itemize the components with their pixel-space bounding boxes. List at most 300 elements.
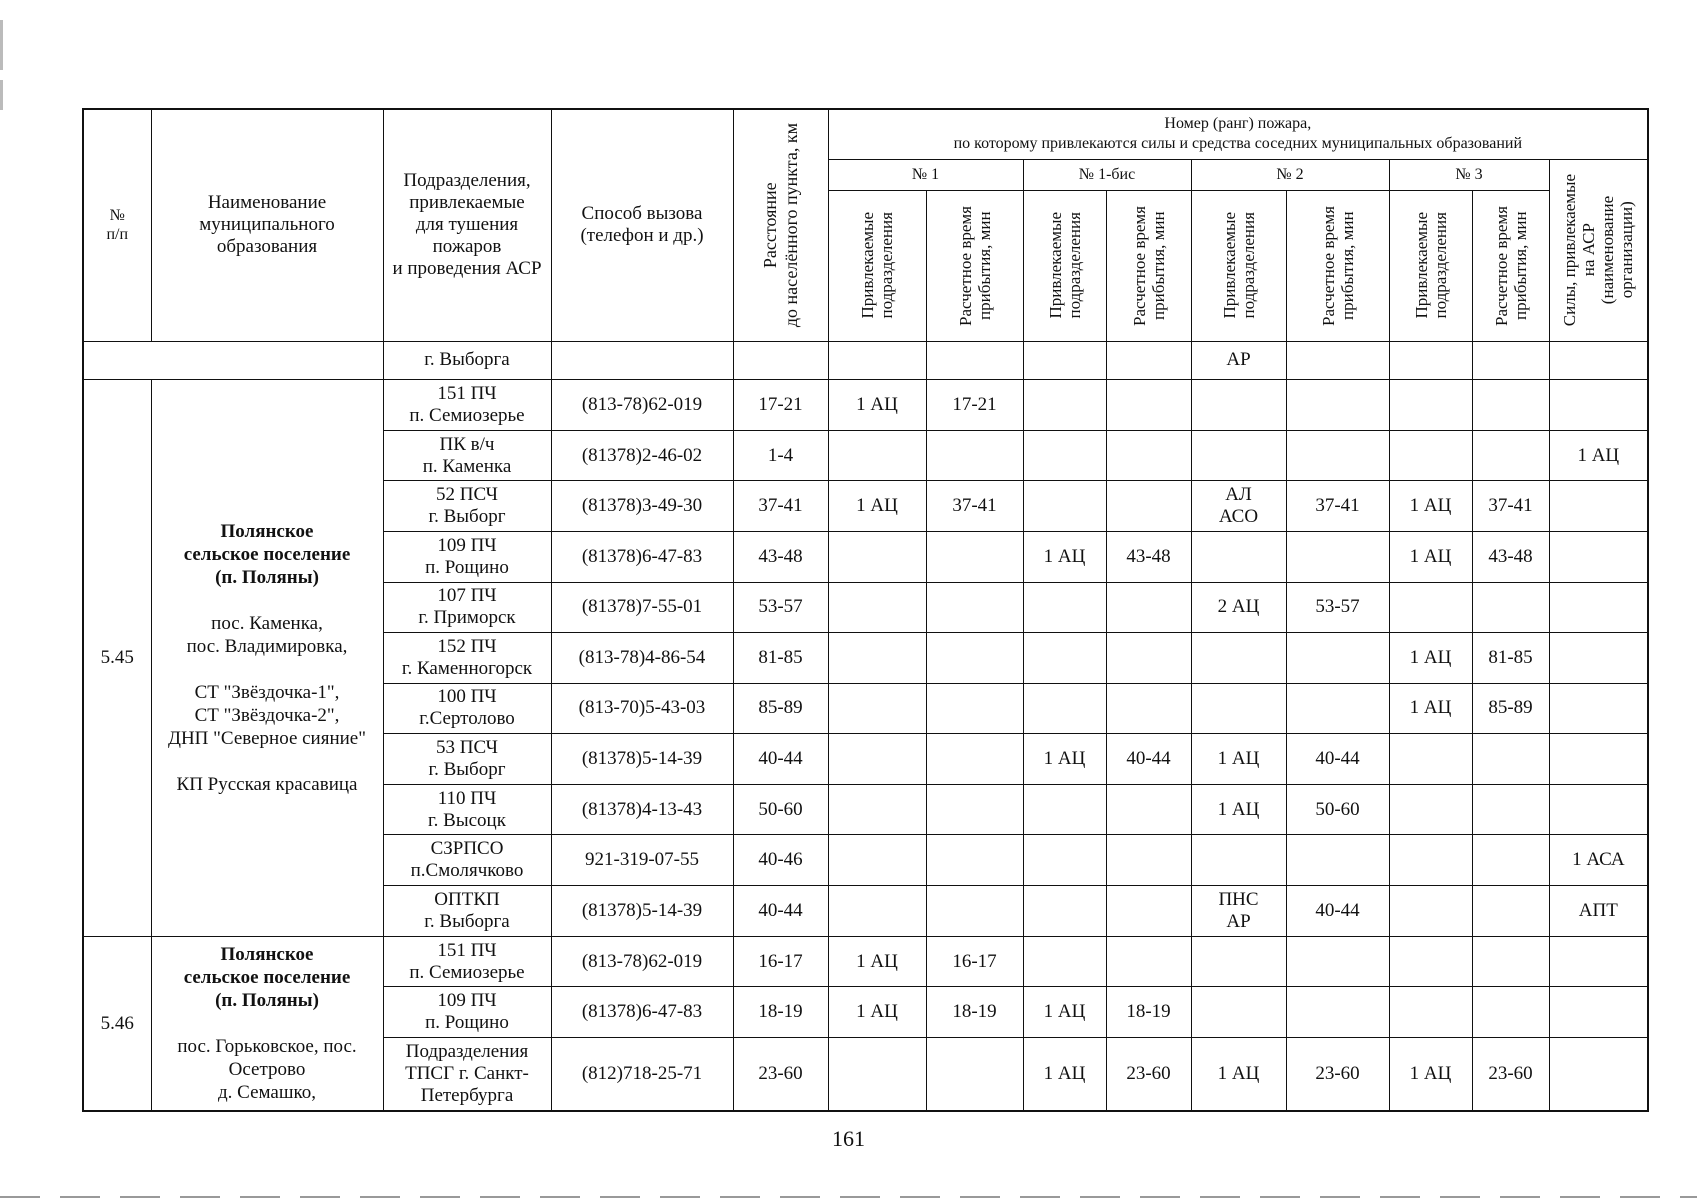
- rank1-units-cell: [828, 835, 926, 886]
- rank3-time-cell-text: 37-41: [1488, 495, 1533, 517]
- rank2-units-cell-text: ПНС АР: [1218, 888, 1259, 932]
- distance-cell-text: 81-85: [758, 646, 803, 668]
- rank2-time-cell-text: 40-44: [1315, 899, 1360, 921]
- rank1bis-time-cell: [1106, 341, 1191, 380]
- rank1-units-cell: [828, 734, 926, 785]
- call-cell-text: (81378)6-47-83: [581, 1001, 703, 1023]
- rank2-time-cell: [1286, 886, 1389, 937]
- table-body: [83, 341, 1648, 1111]
- distance-cell-text: 40-46: [758, 849, 803, 871]
- distance-cell: [733, 380, 828, 431]
- rank2-units-cell-text: 1 АЦ: [1217, 1063, 1260, 1085]
- header-rank-2-units: Привлекаемые подразделения: [1191, 190, 1286, 341]
- asr-forces-cell: [1549, 531, 1648, 582]
- rank1-units-cell: [828, 531, 926, 582]
- rank1bis-time-cell: [1106, 380, 1191, 431]
- header-rank-2-time: Расчетное время прибытия, мин: [1286, 190, 1389, 341]
- asr-forces-cell: [1549, 633, 1648, 684]
- rank2-units-cell-text: АР: [1226, 349, 1251, 371]
- unit-cell: [383, 430, 551, 481]
- rank1-time-cell: [926, 835, 1023, 886]
- rank1-time-cell-text: 17-21: [952, 394, 997, 416]
- distance-cell: [733, 481, 828, 532]
- rank3-units-cell: [1389, 835, 1472, 886]
- rank2-time-cell: [1286, 784, 1389, 835]
- rank1bis-time-cell: [1106, 582, 1191, 633]
- rank3-time-cell: [1472, 481, 1549, 532]
- asr-forces-cell: [1549, 835, 1648, 886]
- unit-cell-text: ПК в/ч п. Каменка: [422, 433, 512, 477]
- rank2-time-cell: [1286, 341, 1389, 380]
- rank1bis-units-cell: [1023, 633, 1106, 684]
- rank2-units-cell: [1191, 936, 1286, 987]
- scan-edge-mark-top: [0, 20, 3, 70]
- asr-forces-cell: [1549, 481, 1648, 532]
- rank2-units-cell: [1191, 582, 1286, 633]
- rank1bis-time-cell: [1106, 481, 1191, 532]
- rank1-time-cell: [926, 481, 1023, 532]
- rank1bis-time-cell: [1106, 633, 1191, 684]
- call-cell-text: (81378)5-14-39: [581, 899, 703, 921]
- rank3-time-cell: [1472, 1038, 1549, 1111]
- rank1bis-units-cell: [1023, 1038, 1106, 1111]
- distance-cell-text: 53-57: [758, 596, 803, 618]
- call-cell-text: (812)718-25-71: [581, 1063, 703, 1085]
- rank1-time-cell: [926, 784, 1023, 835]
- municipality-title: Полянское сельское поселение (п. Поляны): [183, 520, 351, 588]
- rank2-units-cell: [1191, 481, 1286, 532]
- rank2-units-cell-text: АЛ АСО: [1218, 484, 1259, 528]
- unit-cell-text: СЗРПСО п.Смолячково: [410, 838, 524, 882]
- distance-cell-text: 40-44: [758, 899, 803, 921]
- rank1-units-cell-text: 1 АЦ: [856, 495, 898, 517]
- rank1-units-cell: [828, 380, 926, 431]
- call-cell: [551, 481, 733, 532]
- rank1bis-time-cell: [1106, 1038, 1191, 1111]
- unit-cell: [383, 380, 551, 431]
- rank2-units-cell: [1191, 886, 1286, 937]
- rank2-time-cell: [1286, 987, 1389, 1038]
- rank1-units-cell-text: 1 АЦ: [856, 394, 898, 416]
- header-call-method: Способ вызова (телефон и др.): [551, 109, 733, 341]
- rank1-time-cell: [926, 987, 1023, 1038]
- unit-cell-text: 110 ПЧ г. Высоцк: [428, 787, 506, 831]
- asr-forces-cell: [1549, 341, 1648, 380]
- rank1bis-time-cell: [1106, 531, 1191, 582]
- rank2-time-cell: [1286, 481, 1389, 532]
- rank3-units-cell: [1389, 683, 1472, 734]
- unit-cell-text: 107 ПЧ г. Приморск: [418, 585, 516, 629]
- rank3-time-cell: [1472, 582, 1549, 633]
- call-cell: [551, 380, 733, 431]
- rank2-units-cell-text: 2 АЦ: [1217, 596, 1260, 618]
- rank2-units-cell: [1191, 784, 1286, 835]
- asr-forces-cell: [1549, 886, 1648, 937]
- rank1-units-cell: [828, 936, 926, 987]
- rank2-time-cell-text: 50-60: [1315, 798, 1360, 820]
- rank1-time-cell: [926, 582, 1023, 633]
- unit-cell-text: 109 ПЧ п. Рощино: [425, 534, 509, 578]
- rank3-units-cell-text: 1 АЦ: [1409, 697, 1452, 719]
- rank2-units-cell: [1191, 683, 1286, 734]
- row-number: 5.46: [83, 936, 151, 1111]
- scan-edge-mark-mid: [0, 80, 3, 110]
- rank2-time-cell: [1286, 1038, 1389, 1111]
- call-cell: [551, 987, 733, 1038]
- rank2-time-cell: [1286, 734, 1389, 785]
- rank3-units-cell: [1389, 633, 1472, 684]
- rank2-time-cell: [1286, 430, 1389, 481]
- rank1bis-units-cell: [1023, 683, 1106, 734]
- header-fire-rank-title: Номер (ранг) пожара, по которому привлекаются силы и средства соседних муниципальных образований: [828, 109, 1648, 159]
- rank1-time-cell: [926, 936, 1023, 987]
- call-cell: [551, 835, 733, 886]
- rank1bis-units-cell-text: 1 АЦ: [1043, 748, 1086, 770]
- distance-cell-text: 37-41: [758, 495, 803, 517]
- rank1-units-cell: [828, 481, 926, 532]
- rank1-units-cell: [828, 1038, 926, 1111]
- asr-forces-cell: [1549, 582, 1648, 633]
- distance-cell: [733, 936, 828, 987]
- unit-cell-text: Подразделения ТПСГ г. Санкт- Петербурга: [405, 1041, 529, 1107]
- distance-cell-text: 17-21: [758, 394, 803, 416]
- header-distance: Расстояние до населённого пункта, км: [733, 109, 828, 341]
- distance-cell: [733, 734, 828, 785]
- rank3-units-cell-text: 1 АЦ: [1409, 1063, 1452, 1085]
- municipality-cell: [151, 380, 383, 936]
- rank3-time-cell-text: 23-60: [1488, 1063, 1533, 1085]
- rank1-time-cell-text: 37-41: [952, 495, 997, 517]
- rank2-time-cell: [1286, 582, 1389, 633]
- rank1-time-cell: [926, 380, 1023, 431]
- municipality-cell: [151, 936, 383, 1111]
- header-num: № п/п: [83, 109, 151, 341]
- rank2-time-cell-text: 23-60: [1315, 1063, 1360, 1085]
- call-cell: [551, 341, 733, 380]
- unit-cell-text: 53 ПСЧ г. Выборг: [428, 737, 506, 781]
- distance-cell-text: 18-19: [758, 1001, 803, 1023]
- unit-cell: [383, 481, 551, 532]
- rank2-units-cell-text: 1 АЦ: [1217, 798, 1260, 820]
- rank3-units-cell-text: 1 АЦ: [1409, 495, 1452, 517]
- rank1bis-time-cell: [1106, 886, 1191, 937]
- header-rank-3-units: Привлекаемые подразделения: [1389, 190, 1472, 341]
- rank2-units-cell: [1191, 380, 1286, 431]
- asr-forces-cell: [1549, 430, 1648, 481]
- rank2-time-cell: [1286, 633, 1389, 684]
- rank1bis-units-cell-text: 1 АЦ: [1043, 545, 1086, 567]
- distance-cell: [733, 633, 828, 684]
- header-rank-1-bis: № 1-бис: [1023, 159, 1191, 190]
- unit-cell: [383, 734, 551, 785]
- call-cell: [551, 531, 733, 582]
- unit-cell: [383, 784, 551, 835]
- rank1-time-cell: [926, 683, 1023, 734]
- distance-cell: [733, 835, 828, 886]
- rank1bis-units-cell-text: 1 АЦ: [1043, 1063, 1086, 1085]
- rank3-time-cell: [1472, 531, 1549, 582]
- call-cell: [551, 886, 733, 937]
- unit-cell: [383, 835, 551, 886]
- rank3-time-cell-text: 81-85: [1488, 646, 1533, 668]
- unit-cell-text: 151 ПЧ п. Семиозерье: [409, 939, 525, 983]
- rank1bis-time-cell: [1106, 430, 1191, 481]
- distance-cell-text: 1-4: [767, 444, 794, 466]
- unit-cell: [383, 987, 551, 1038]
- call-cell-text: (81378)2-46-02: [581, 444, 703, 466]
- unit-cell: [383, 531, 551, 582]
- rank1bis-time-cell: [1106, 734, 1191, 785]
- rank1bis-units-cell: [1023, 380, 1106, 431]
- unit-cell: [383, 1038, 551, 1111]
- rank1bis-time-cell: [1106, 835, 1191, 886]
- rank1-time-cell: [926, 531, 1023, 582]
- asr-forces-cell-text: 1 АЦ: [1577, 444, 1620, 466]
- table-header: [83, 109, 1648, 341]
- rank1-units-cell: [828, 582, 926, 633]
- rank2-time-cell: [1286, 380, 1389, 431]
- rank3-units-cell: [1389, 734, 1472, 785]
- call-cell: [551, 1038, 733, 1111]
- table-row: [83, 936, 1648, 987]
- distance-cell: [733, 987, 828, 1038]
- call-cell-text: (813-78)62-019: [581, 950, 703, 972]
- rank3-time-cell: [1472, 380, 1549, 431]
- rank1bis-time-cell-text: 43-48: [1126, 545, 1171, 567]
- rank1-time-cell: [926, 886, 1023, 937]
- call-cell-text: (813-78)62-019: [581, 394, 703, 416]
- rank1bis-units-cell: [1023, 784, 1106, 835]
- rank2-time-cell-text: 37-41: [1315, 495, 1360, 517]
- rank2-units-cell: [1191, 341, 1286, 380]
- rank3-units-cell-text: 1 АЦ: [1409, 646, 1452, 668]
- call-cell: [551, 633, 733, 684]
- rank1bis-units-cell: [1023, 987, 1106, 1038]
- table-row: [83, 380, 1648, 431]
- call-cell: [551, 683, 733, 734]
- scan-bottom-edge: [0, 1196, 1697, 1198]
- rank3-time-cell: [1472, 886, 1549, 937]
- rank1bis-units-cell-text: 1 АЦ: [1043, 1001, 1086, 1023]
- asr-forces-cell: [1549, 734, 1648, 785]
- continuation-blank-cell: [83, 341, 383, 380]
- distance-cell: [733, 1038, 828, 1111]
- rank3-units-cell: [1389, 380, 1472, 431]
- rank3-time-cell-text: 85-89: [1488, 697, 1533, 719]
- call-cell-text: 921-319-07-55: [585, 849, 699, 871]
- rank1bis-time-cell: [1106, 936, 1191, 987]
- unit-cell: [383, 683, 551, 734]
- call-cell: [551, 430, 733, 481]
- header-rank-3: № 3: [1389, 159, 1549, 190]
- rank3-time-cell: [1472, 341, 1549, 380]
- unit-cell-text: 151 ПЧ п. Семиозерье: [409, 383, 525, 427]
- asr-forces-cell-text: 1 АСА: [1572, 849, 1625, 871]
- rank1-units-cell: [828, 987, 926, 1038]
- rank2-time-cell-text: 40-44: [1315, 748, 1360, 770]
- distance-cell: [733, 784, 828, 835]
- asr-forces-cell-text: АПТ: [1578, 899, 1618, 921]
- rank1-units-cell: [828, 683, 926, 734]
- rank1bis-time-cell-text: 23-60: [1126, 1063, 1171, 1085]
- rank3-units-cell: [1389, 784, 1472, 835]
- distance-cell: [733, 582, 828, 633]
- rank1-units-cell: [828, 784, 926, 835]
- rank2-units-cell: [1191, 1038, 1286, 1111]
- call-cell-text: (81378)7-55-01: [581, 596, 703, 618]
- call-cell-text: (81378)4-13-43: [581, 798, 703, 820]
- rank1-time-cell: [926, 734, 1023, 785]
- unit-cell-text: 109 ПЧ п. Рощино: [425, 990, 509, 1034]
- call-cell-text: (813-78)4-86-54: [578, 646, 706, 668]
- distance-cell: [733, 886, 828, 937]
- header-units: Подразделения, привлекаемые для тушения пожаров и проведения АСР: [383, 109, 551, 341]
- rank3-units-cell: [1389, 341, 1472, 380]
- header-rank-1-time: Расчетное время прибытия, мин: [926, 190, 1023, 341]
- rank1bis-units-cell: [1023, 835, 1106, 886]
- call-cell-text: (81378)6-47-83: [581, 545, 703, 567]
- rank3-units-cell: [1389, 481, 1472, 532]
- rank3-time-cell: [1472, 936, 1549, 987]
- rank1bis-time-cell-text: 40-44: [1126, 748, 1171, 770]
- call-cell: [551, 936, 733, 987]
- asr-forces-cell: [1549, 1038, 1648, 1111]
- rank2-units-cell-text: 1 АЦ: [1217, 748, 1260, 770]
- rank3-time-cell-text: 43-48: [1488, 545, 1533, 567]
- row-number: 5.45: [83, 380, 151, 936]
- header-rank-1bis-units: Привлекаемые подразделения: [1023, 190, 1106, 341]
- rank1-time-cell: [926, 1038, 1023, 1111]
- call-cell: [551, 582, 733, 633]
- distance-cell: [733, 683, 828, 734]
- settlements-list: пос. Каменка, пос. Владимировка, СТ "Звёздочка-1", СТ "Звёздочка-2", ДНП "Северное сияние" КП Русская красавица: [168, 612, 366, 795]
- rank3-units-cell-text: 1 АЦ: [1409, 545, 1452, 567]
- rank2-units-cell: [1191, 987, 1286, 1038]
- rank3-time-cell: [1472, 734, 1549, 785]
- rank1bis-units-cell: [1023, 582, 1106, 633]
- unit-cell: [383, 341, 551, 380]
- distance-cell: [733, 531, 828, 582]
- rank2-time-cell: [1286, 531, 1389, 582]
- unit-cell: [383, 582, 551, 633]
- call-cell-text: (813-70)5-43-03: [578, 697, 706, 719]
- rank1-units-cell-text: 1 АЦ: [856, 1001, 898, 1023]
- rank2-time-cell: [1286, 835, 1389, 886]
- rank1bis-units-cell: [1023, 734, 1106, 785]
- distance-cell-text: 23-60: [758, 1063, 803, 1085]
- rank2-time-cell: [1286, 936, 1389, 987]
- rank1bis-time-cell: [1106, 784, 1191, 835]
- rank1-units-cell: [828, 633, 926, 684]
- call-cell: [551, 734, 733, 785]
- rank1-units-cell: [828, 341, 926, 380]
- unit-cell-text: г. Выборга: [424, 349, 510, 371]
- rank2-units-cell: [1191, 734, 1286, 785]
- rank1-units-cell: [828, 430, 926, 481]
- rank3-units-cell: [1389, 1038, 1472, 1111]
- unit-cell: [383, 886, 551, 937]
- rank3-units-cell: [1389, 531, 1472, 582]
- rank3-time-cell: [1472, 987, 1549, 1038]
- header-rank-3-time: Расчетное время прибытия, мин: [1472, 190, 1549, 341]
- rank2-time-cell-text: 53-57: [1315, 596, 1360, 618]
- rank1bis-units-cell: [1023, 886, 1106, 937]
- rank1bis-time-cell: [1106, 683, 1191, 734]
- rank3-time-cell: [1472, 683, 1549, 734]
- rank1bis-units-cell: [1023, 430, 1106, 481]
- unit-cell: [383, 633, 551, 684]
- settlements-list: пос. Горьковское, пос. Осетрово д. Семашко,: [177, 1035, 357, 1103]
- unit-cell: [383, 936, 551, 987]
- rank3-units-cell: [1389, 987, 1472, 1038]
- rank1-units-cell: [828, 886, 926, 937]
- rank1-time-cell-text: 18-19: [952, 1001, 997, 1023]
- table-row: [83, 341, 1648, 380]
- distance-cell-text: 50-60: [758, 798, 803, 820]
- rank3-units-cell: [1389, 582, 1472, 633]
- rank3-time-cell: [1472, 784, 1549, 835]
- rank2-units-cell: [1191, 835, 1286, 886]
- rank1-time-cell: [926, 341, 1023, 380]
- rank2-units-cell: [1191, 633, 1286, 684]
- distance-cell-text: 16-17: [758, 950, 803, 972]
- rank3-units-cell: [1389, 430, 1472, 481]
- rank3-units-cell: [1389, 936, 1472, 987]
- unit-cell-text: 152 ПЧ г. Каменногорск: [401, 635, 533, 679]
- header-rank-1: № 1: [828, 159, 1023, 190]
- header-rank-1-units: Привлекаемые подразделения: [828, 190, 926, 341]
- asr-forces-cell: [1549, 784, 1648, 835]
- fire-forces-table: [82, 108, 1649, 1112]
- rank1bis-units-cell: [1023, 936, 1106, 987]
- page-number: 161: [832, 1126, 865, 1151]
- asr-forces-cell: [1549, 936, 1648, 987]
- rank3-time-cell: [1472, 633, 1549, 684]
- rank2-time-cell: [1286, 683, 1389, 734]
- call-cell: [551, 784, 733, 835]
- rank1bis-units-cell: [1023, 341, 1106, 380]
- rank1bis-time-cell: [1106, 987, 1191, 1038]
- rank3-time-cell: [1472, 430, 1549, 481]
- call-cell-text: (81378)5-14-39: [581, 748, 703, 770]
- distance-cell: [733, 341, 828, 380]
- asr-forces-cell: [1549, 683, 1648, 734]
- header-rank-1bis-time: Расчетное время прибытия, мин: [1106, 190, 1191, 341]
- distance-cell-text: 40-44: [758, 748, 803, 770]
- rank1-time-cell-text: 16-17: [952, 950, 997, 972]
- unit-cell-text: 100 ПЧ г.Сертолово: [419, 686, 515, 730]
- rank2-units-cell: [1191, 430, 1286, 481]
- distance-cell: [733, 430, 828, 481]
- rank1-time-cell: [926, 633, 1023, 684]
- unit-cell-text: ОПТКП г. Выборга: [424, 888, 510, 932]
- call-cell-text: (81378)3-49-30: [581, 495, 703, 517]
- asr-forces-cell: [1549, 987, 1648, 1038]
- rank1bis-units-cell: [1023, 481, 1106, 532]
- rank2-units-cell: [1191, 531, 1286, 582]
- distance-cell-text: 43-48: [758, 545, 803, 567]
- header-asr-forces: Силы, привлекаемые на АСР (наименование организации): [1549, 159, 1648, 341]
- header-municipality: Наименование муниципального образования: [151, 109, 383, 341]
- rank1-units-cell-text: 1 АЦ: [856, 950, 898, 972]
- rank3-time-cell: [1472, 835, 1549, 886]
- header-rank-2: № 2: [1191, 159, 1389, 190]
- municipality-title: Полянское сельское поселение (п. Поляны): [183, 943, 351, 1011]
- rank1-time-cell: [926, 430, 1023, 481]
- asr-forces-cell: [1549, 380, 1648, 431]
- rank3-units-cell: [1389, 886, 1472, 937]
- distance-cell-text: 85-89: [758, 697, 803, 719]
